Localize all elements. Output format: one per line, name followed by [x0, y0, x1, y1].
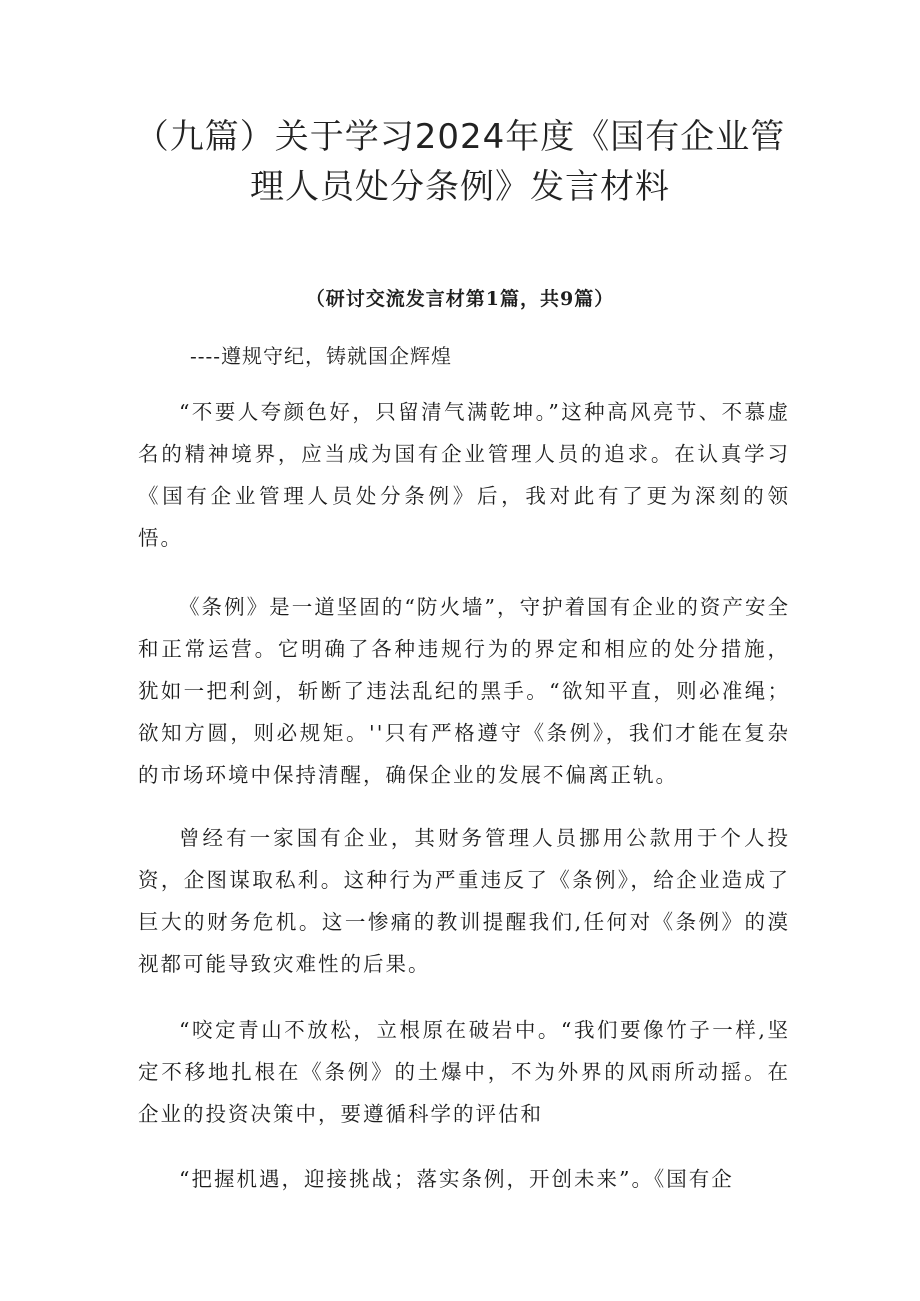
body-paragraph-2: 《条例》是一道坚固的“防火墙”，守护着国有企业的资产安全和正常运营。它明确了各种违规行为的界定和相应的处分措施，犹如一把利剑，斩断了违法乱纪的黑手。“欲知平直，则必准绳；欲知方圆，则必规矩。''只有严格遵守《条例》，我们才能在复杂的市场环境中保持清醒，确保企业的发展不偏离正轨。 — [138, 595, 790, 787]
document-title — [100, 112, 820, 212]
document-motto: ----遵规守纪，铸就国企辉煌 — [190, 344, 453, 368]
body-paragraph-1: “不要人夸颜色好，只留清气满乾坤。”这种高风亮节、不慕虚名的精神境界，应当成为国有企业管理人员的追求。在认真学习《国有企业管理人员处分条例》后，我对此有了更为深刻的领悟。 — [138, 400, 790, 550]
body-paragraph-4: “咬定青山不放松，立根原在破岩中。“我们要像竹子一样,坚定不移地扎根在《条例》的土爆中，不为外界的风雨所动摇。在企业的投资决策中，要遵循科学的评估和 — [138, 1018, 790, 1126]
document-subtitle: （研讨交流发言材第1篇，共9篇） — [305, 288, 615, 310]
body-paragraph-3: 曾经有一家国有企业，其财务管理人员挪用公款用于个人投资，企图谋取私利。这种行为严重违反了《条例》，给企业造成了巨大的财务危机。这一惨痛的教训提醒我们,任何对《条例》的漠视都可能导致灾难性的后果。 — [138, 826, 790, 976]
body-paragraph-5: “把握机遇，迎接挑战；落实条例，开创未来”。《国有企 — [179, 1167, 734, 1191]
title-line-2: 理人员处分条例》发言材料 — [250, 167, 670, 207]
title-line-1: （九篇）关于学习2024年度《国有企业管 — [134, 117, 786, 157]
